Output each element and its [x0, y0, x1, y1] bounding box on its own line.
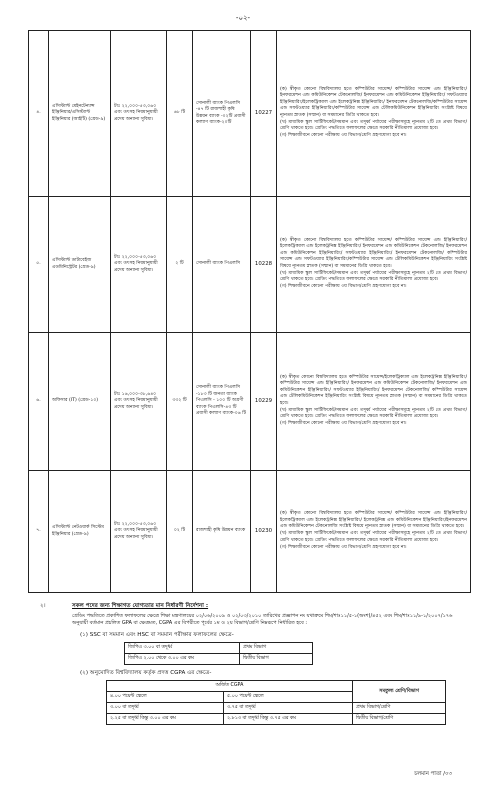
- table-row: [107, 714, 446, 725]
- scale-4-header: ৪.০০ পয়েন্ট স্কেলে: [107, 692, 224, 703]
- post-code-cell: 10228: [251, 197, 277, 333]
- cgpa-grade-table: [106, 680, 446, 725]
- serial-cell: ৫.: [29, 197, 49, 333]
- qualification-cell: [277, 333, 471, 471]
- qualification-item: (খ) মাধ্যমিক স্কুল সার্টিফিকেট/সমমান এবং তদূর্ধ্ব পর্যায়ের পরীক্ষাসমূহে ন্যূনতম ২টি তে প্রথম বিভাগ/শ্রেণি থাকতে হবে। গ্রেডিং পদ্ধতিতে ফলাফলের ক্ষেত্রে সরকারি নীতিমালা প্রযোজ্য হবে।: [280, 270, 467, 283]
- vacancy-count-cell: ৬৮ টি: [167, 31, 193, 197]
- serial-cell: ৬.: [29, 333, 49, 471]
- ssc-hsc-subheading: (১) SSC বা সমমান এবং HSC বা সমমান পরীক্ষার ফলাফলের ক্ষেত্রে-: [80, 632, 234, 638]
- vacancy-count-cell: ০২ টি: [167, 471, 193, 593]
- scale-5-cell: ৩.৭৫ বা তদূর্ধ্ব: [224, 703, 353, 714]
- qualification-item: (খ) মাধ্যমিক স্কুল সার্টিফিকেট/সমমান এবং তদূর্ধ্ব পর্যায়ের পরীক্ষাসমূহে ন্যূনতম ২টি তে প্রথম বিভাগ/শ্রেণি থাকতে হবে। গ্রেডিং পদ্ধতিতে ফলাফলের ক্ষেত্রে সরকারি নীতিমালা প্রযোজ্য হবে।: [280, 531, 467, 543]
- gpa-range-cell: জিপিএ ৩.০০ বা তদূর্ধ্ব: [125, 643, 240, 654]
- qualification-item: (ক) স্বীকৃত কোনো বিশ্ববিদ্যালয় হতে কম্পিউটার সায়েন্স/ কম্পিউটার সায়েন্স এন্ড ইঞ্জিনিয়ারিং/ ইনফরমেশন এন্ড কমিউনিকেশন টেকনোলজি/ ইনফরমেশন এন্ড কমিউনিকেশন ইঞ্জিনিয়ারিং/ সফটওয়্যার ইঞ্জিনিয়ারিং/ইলেকট্রিক্যাল এন্ড ইলেকট্রনিক্স ইঞ্জিনিয়ারিং/ ইনফরমেশন টেকনোলজি/কম্পিউটার সায়েন্স এন্ড সফটওয়্যার ইঞ্জিনিয়ারিং/কম্পিউটার সায়েন্স এন্ড টেলিকমিউনিকেশন ইঞ্জিনিয়ারিং সংশ্লিষ্ট বিষয়ে ন্যূনতম স্নাতক (সম্মান) বা সমমানের ডিগ্রি থাকতে হবে।: [280, 86, 467, 118]
- continued-page-note: চলমান পাতা /০৩: [414, 771, 452, 777]
- qualification-cell: [277, 197, 471, 333]
- pay-scale-cell: টাঃ ২২,০০০-৫৩,০৬০ এবং তৎসহ নিয়মানুযায়ী প্রদেয় অন্যান্য সুবিধা।: [111, 197, 167, 333]
- section-heading: [40, 602, 460, 611]
- bank-quota-cell: সোনালী ব্যাংক পিএলসি -১৮৩ টি জনতা ব্যাংক পিএলসি - ১০০ টি অগ্রণী ব্যাংক পিএলসি-৪৩ টি প্রবাসী কল্যাণ ব্যাংক-০৬ টি: [193, 333, 251, 471]
- post-code-cell: 10230: [251, 471, 277, 593]
- bank-quota-cell: সোনালী ব্যাংক পিএলসি: [193, 197, 251, 333]
- pay-scale-cell: টাঃ ১৬,০০০-৩৮,৬৪০ এবং তৎসহ নিয়মানুযায়ী প্রদেয় অন্যান্য সুবিধা।: [111, 333, 167, 471]
- division-cell: দ্বিতীয় বিভাগ: [240, 654, 313, 665]
- post-name-cell: এসিস্ট্যান্ট মেইনটেন্যান্স ইঞ্জিনিয়ার/এসিস্ট্যান্ট ইঞ্জিনিয়ার (আইটি) (গ্রেড-৯): [49, 31, 111, 197]
- division-cell: দ্বিতীয় বিভাগ/শ্রেণি: [353, 714, 446, 725]
- post-code-cell: 10227: [251, 31, 277, 197]
- qualification-cell: [277, 471, 471, 593]
- section-number: ২।: [40, 603, 46, 609]
- posts-table: [28, 30, 471, 593]
- scale-5-cell: ২.৮১৩ বা তদূর্ধ্ব কিন্তু ৩.৭৫ এর কম: [224, 714, 353, 725]
- division-cell: প্রথম বিভাগ/শ্রেণি: [353, 703, 446, 714]
- gpa-range-cell: জিপিএ ২.০০ থেকে ৩.০০ এর কম: [125, 654, 240, 665]
- section-paragraph: গ্রেডিং পদ্ধতিতে প্রকাশিত ফলাফলের ক্ষেত্রে শিক্ষা মন্ত্রণালয়ের ০২/০৬/২০০৯ ও ০২/০৩/২০১০ তারিখের প্রজ্ঞাপন নং যথাক্রমে শিম/শাঃ১১/৫-১(অংশ)/৪৫২ এবং শিম/শাঃ১১/৯-১/২০০৭/১৭৬ অনুযায়ী বর্তমান প্রচলিত GPA বা ক্ষেত্রমত, CGPA এর বিপরীতে পূর্বের ১ম ও ২য় বিভাগ/শ্রেণি নিম্নরূপে নির্ধারিত হবে :: [72, 613, 453, 626]
- qualification-item: (গ) শিক্ষাজীবনে কোনো পরীক্ষায় ৩য় বিভাগ/শ্রেণি গ্রহণযোগ্য হবে না।: [280, 421, 407, 427]
- qualification-item: (ক) স্বীকৃত কোনো বিশ্ববিদ্যালয় হতে কম্পিউটার সায়েন্স/ইলেকট্রিক্যাল এন্ড ইলেকট্রনিক্স ইঞ্জিনিয়ারিং/ কম্পিউটার সায়েন্স এন্ড ইঞ্জিনিয়ারিং/ ইনফরমেশন এন্ড কমিউনিকেশন টেকনোলজি/ ইনফরমেশন এন্ড কমিউনিকেশন ইঞ্জিনিয়ারিং/ সফটওয়্যার ইঞ্জিনিয়ারিং/ ইনফরমেশন টেকনোলজি/ কম্পিউটার সায়েন্স এন্ড টেলিকমিউনিকেশন ইঞ্জিনিয়ারিং সংশ্লিষ্ট বিষয়ে ন্যূনতম স্নাতক (সম্মান) বা সমমানের ডিগ্রি থাকতে হবে।: [280, 374, 467, 406]
- table-row: [29, 333, 471, 471]
- cgpa-header: অর্জিত CGPA: [107, 681, 353, 692]
- table-row: [29, 31, 471, 197]
- division-cell: প্রথম বিভাগ: [240, 643, 313, 654]
- vacancy-count-cell: ৩৩২ টি: [167, 333, 193, 471]
- table-row: [29, 197, 471, 333]
- serial-cell: ৪.: [29, 31, 49, 197]
- table-row: [29, 471, 471, 593]
- page-number: -০২-: [235, 14, 251, 22]
- post-code-cell: 10229: [251, 333, 277, 471]
- qualification-item: (ক) স্বীকৃত কোনো বিশ্ববিদ্যালয় হতে কম্পিউটার সায়েন্স/ কম্পিউটার সায়েন্স এন্ড ইঞ্জিনিয়ারিং/ইলেকট্রিক্যাল এন্ড ইলেকট্রনিক্স ইঞ্জিনিয়ারিং/ ইনফরমেশন এন্ড কমিউনিকেশন টেকনোলজি/ ইনফরমেশন এন্ড কমিউনিকেশন ইঞ্জিনিয়ারিং/ সফটওয়্যার ইঞ্জিনিয়ারিং/ ইনফরমেশন টেকনোলজি/ কম্পিউটার সায়েন্স এন্ড সফটওয়্যার ইঞ্জিনিয়ারিং/কম্পিউটার সায়েন্স এন্ড টেলিকমিউনিকেশন ইঞ্জিনিয়ারিং সংশ্লিষ্ট বিষয়ে ন্যূনতম স্নাতক (সম্মান) বা সমমানের ডিগ্রি থাকতে হবে।: [280, 237, 467, 269]
- qualification-item: (খ) মাধ্যমিক স্কুল সার্টিফিকেট/সমমান এবং তদূর্ধ্ব পর্যায়ের পরীক্ষাসমূহে ন্যূনতম ২টি তে প্রথম বিভাগ/শ্রেণি থাকতে হবে। গ্রেডিং পদ্ধতিতে ফলাফলের ক্ষেত্রে সরকারি নীতিমালা প্রযোজ্য হবে।: [280, 407, 467, 420]
- qualification-item: (গ) শিক্ষাজীবনে কোনো পরীক্ষায় ৩য় বিভাগ/শ্রেণি গ্রহণযোগ্য হবে না।: [280, 544, 407, 550]
- qualification-cell: [277, 31, 471, 197]
- bank-quota-cell: রাজশাহী কৃষি উন্নয়ন ব্যাংক: [193, 471, 251, 593]
- qualification-item: (গ) শিক্ষাজীবনে কোনো পরীক্ষায় ৩য় বিভাগ/শ্রেণি গ্রহণযোগ্য হবে না।: [280, 133, 407, 139]
- table-row: [107, 703, 446, 714]
- table-row: [125, 643, 313, 654]
- scale-4-cell: ৩.০০ বা তদূর্ধ্ব: [107, 703, 224, 714]
- equivalent-header: সমতুল্য শ্রেণি/বিভাগ: [353, 681, 446, 703]
- vacancy-count-cell: ২ টি: [167, 197, 193, 333]
- grading-guidelines-section: [40, 602, 460, 725]
- scale-5-header: ৫.০০ পয়েন্ট স্কেলে: [224, 692, 353, 703]
- ssc-hsc-grade-table: [124, 642, 313, 665]
- pay-scale-cell: টাঃ ২২,০০০-৫৩,০৬০ এবং তৎসহ নিয়মানুযায়ী প্রদেয় অন্যান্য সুবিধা।: [111, 471, 167, 593]
- qualification-item: (ক) স্বীকৃত কোনো বিশ্ববিদ্যালয় হতে কম্পিউটার সায়েন্স/ কম্পিউটার সায়েন্স এন্ড ইঞ্জিনিয়ারিং/ইলেকট্রিক্যাল এন্ড ইলেকট্রনিক্স ইঞ্জিনিয়ারিং/ ইলেকট্রনিক্স এন্ড কমিউনিকেশন ইঞ্জিনিয়ারিং/ইনফরমেশন এন্ড কমিউনিকেশন টেকনোলজি সংশ্লিষ্ট বিষয়ে ন্যূনতম স্নাতক (সম্মান) বা সমমানের ডিগ্রি থাকতে হবে।: [280, 511, 467, 530]
- table-row: [125, 654, 313, 665]
- post-name-cell: এসিস্ট্যান্ট ডাটাবেইজ এডমিনিস্ট্রেটর (গ্রেড-৯): [49, 197, 111, 333]
- post-name-cell: এসিস্ট্যান্ট নেটওয়ার্ক সিস্টেম ইঞ্জিনিয়ার (গ্রেড-৯): [49, 471, 111, 593]
- qualification-item: (খ) মাধ্যমিক স্কুল সার্টিফিকেট/সমমান এবং তদূর্ধ্ব পর্যায়ের পরীক্ষাসমূহে ন্যূনতম ২টি তে প্রথম বিভাগ/শ্রেণি থাকতে হবে। গ্রেডিং পদ্ধতিতে ফলাফলের ক্ষেত্রে সরকারি নীতিমালা প্রযোজ্য হবে।: [280, 119, 467, 132]
- pay-scale-cell: টাঃ ২২,০০০-৫৩,০৬০ এবং তৎসহ নিয়মানুযায়ী প্রদেয় অন্যান্য সুবিধা।: [111, 31, 167, 197]
- table-header-row: [107, 681, 446, 692]
- cgpa-subheading: (২) অনুমোদিত বিশ্ববিদ্যালয় কর্তৃক প্রদত্ত CGPA এর ক্ষেত্রে-: [80, 670, 212, 676]
- post-name-cell: অফিসার (IT) (গ্রেড-১০): [49, 333, 111, 471]
- section-title: সকল পদের জন্য শিক্ষাগত যোগ্যতার মান নির্ধারণী নির্দেশনা :: [72, 603, 209, 609]
- scale-4-cell: ২.২৫ বা তদূর্ধ্ব কিন্তু ৩.০০ এর কম: [107, 714, 224, 725]
- serial-cell: ৭.: [29, 471, 49, 593]
- qualification-item: (গ) শিক্ষাজীবনে কোনো পরীক্ষায় ৩য় বিভাগ/শ্রেণি গ্রহণযোগ্য হবে না।: [280, 284, 407, 290]
- bank-quota-cell: সোনালী ব্যাংক পিএলসি -৪৭ টি রাজশাহী কৃষি উন্নয়ন ব্যাংক -০২টি প্রবাসী কল্যাণ ব্যাংক-২০টি: [193, 31, 251, 197]
